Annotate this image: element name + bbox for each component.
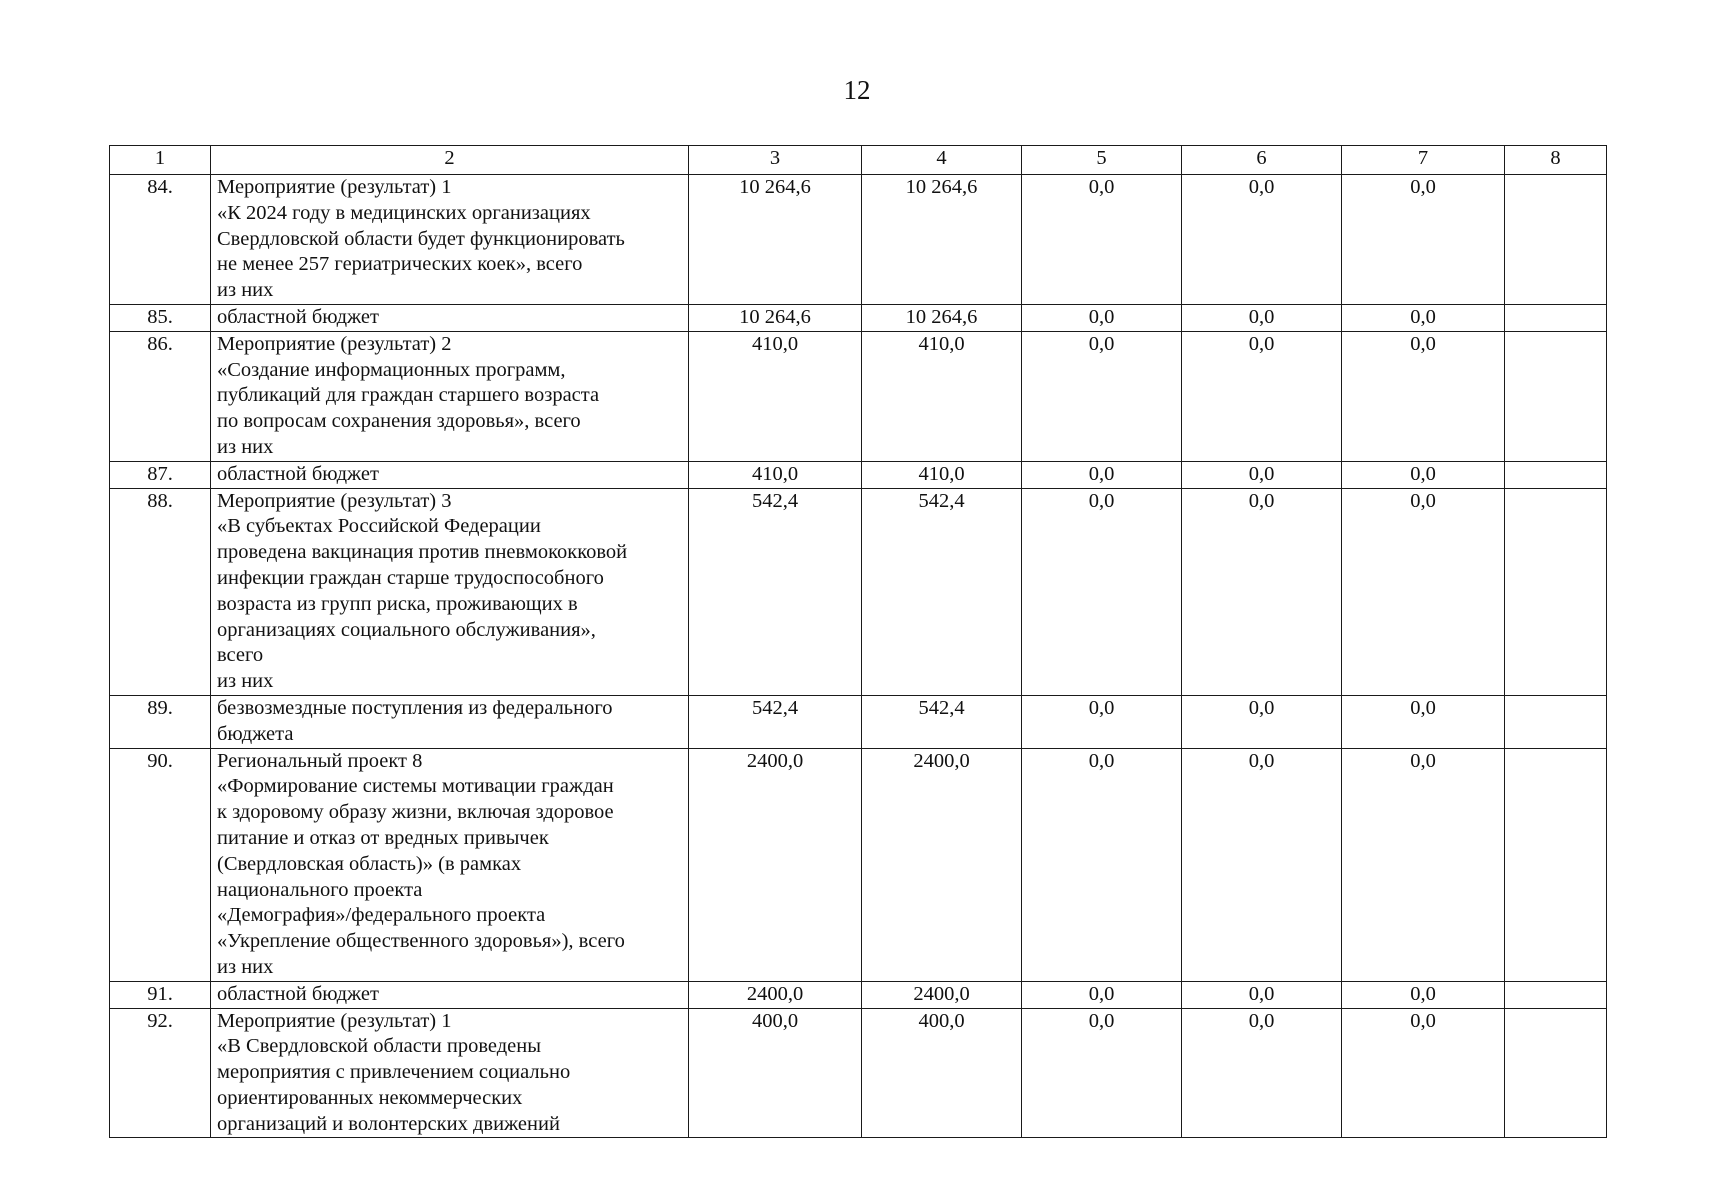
description-line: мероприятия с привлечением социально <box>217 1061 571 1084</box>
description-line: «Формирование системы мотивации граждан <box>217 775 614 798</box>
description-line: из них <box>217 670 274 693</box>
description-line: безвозмездные поступления из федерального <box>217 696 613 719</box>
value-cell-col-5: 0,0 <box>1022 488 1182 695</box>
row-description-cell <box>211 981 689 1008</box>
column-header: 4 <box>862 146 1022 175</box>
row-number-cell: 90. <box>110 748 211 981</box>
column-header: 6 <box>1182 146 1342 175</box>
value-cell-col-4: 542,4 <box>862 695 1022 748</box>
column-number-header-row <box>110 146 1607 175</box>
value-cell-col-3: 410,0 <box>689 331 862 461</box>
description-line: «К 2024 году в медицинских организациях <box>217 201 591 224</box>
value-cell-col-8 <box>1505 748 1607 981</box>
value-cell-col-7: 0,0 <box>1342 981 1505 1008</box>
table-row <box>110 488 1607 695</box>
value-cell-col-6: 0,0 <box>1182 981 1342 1008</box>
column-header: 2 <box>211 146 689 175</box>
value-cell-col-7: 0,0 <box>1342 175 1505 305</box>
row-description-cell <box>211 488 689 695</box>
row-number-cell: 89. <box>110 695 211 748</box>
value-cell-col-6: 0,0 <box>1182 1008 1342 1138</box>
table-body <box>110 146 1607 1138</box>
description-line: инфекции граждан старше трудоспособного <box>217 566 604 589</box>
row-description-cell <box>211 1008 689 1138</box>
description-line: питание и отказ от вредных привычек <box>217 826 549 849</box>
row-number-cell: 88. <box>110 488 211 695</box>
table-row <box>110 748 1607 981</box>
value-cell-col-3: 2400,0 <box>689 748 862 981</box>
value-cell-col-3: 542,4 <box>689 488 862 695</box>
value-cell-col-7: 0,0 <box>1342 695 1505 748</box>
description-line: организациях социального обслуживания», <box>217 618 596 641</box>
description-line: не менее 257 гериатрических коек», всего <box>217 253 583 276</box>
value-cell-col-8 <box>1505 331 1607 461</box>
value-cell-col-8 <box>1505 488 1607 695</box>
value-cell-col-6: 0,0 <box>1182 331 1342 461</box>
value-cell-col-3: 10 264,6 <box>689 304 862 331</box>
value-cell-col-3: 2400,0 <box>689 981 862 1008</box>
value-cell-col-5: 0,0 <box>1022 175 1182 305</box>
table-row <box>110 461 1607 488</box>
row-description-cell <box>211 461 689 488</box>
column-header: 5 <box>1022 146 1182 175</box>
value-cell-col-7: 0,0 <box>1342 331 1505 461</box>
value-cell-col-5: 0,0 <box>1022 304 1182 331</box>
value-cell-col-5: 0,0 <box>1022 748 1182 981</box>
table-row <box>110 331 1607 461</box>
description-line: Мероприятие (результат) 1 <box>217 1009 452 1032</box>
description-line: Свердловской области будет функционировать <box>217 227 625 250</box>
budget-table <box>109 145 1607 1138</box>
value-cell-col-5: 0,0 <box>1022 331 1182 461</box>
value-cell-col-8 <box>1505 461 1607 488</box>
value-cell-col-4: 2400,0 <box>862 981 1022 1008</box>
value-cell-col-8 <box>1505 981 1607 1008</box>
description-line: «Укрепление общественного здоровья»), всего <box>217 930 625 953</box>
value-cell-col-7: 0,0 <box>1342 1008 1505 1138</box>
description-line: к здоровому образу жизни, включая здоровое <box>217 801 614 824</box>
description-line: ориентированных некоммерческих <box>217 1086 523 1109</box>
description-line: национального проекта <box>217 878 423 901</box>
value-cell-col-4: 10 264,6 <box>862 175 1022 305</box>
value-cell-col-8 <box>1505 304 1607 331</box>
description-line: публикаций для граждан старшего возраста <box>217 384 600 407</box>
table-row <box>110 1008 1607 1138</box>
column-header: 8 <box>1505 146 1607 175</box>
value-cell-col-3: 542,4 <box>689 695 862 748</box>
value-cell-col-4: 10 264,6 <box>862 304 1022 331</box>
description-line: по вопросам сохранения здоровья», всего <box>217 410 581 433</box>
column-header: 1 <box>110 146 211 175</box>
value-cell-col-8 <box>1505 1008 1607 1138</box>
description-line: всего <box>217 644 264 667</box>
column-header: 7 <box>1342 146 1505 175</box>
row-number-cell: 92. <box>110 1008 211 1138</box>
description-line: возраста из групп риска, проживающих в <box>217 592 578 615</box>
value-cell-col-5: 0,0 <box>1022 981 1182 1008</box>
description-line: бюджета <box>217 722 294 745</box>
value-cell-col-6: 0,0 <box>1182 175 1342 305</box>
description-line: из них <box>217 435 274 458</box>
description-line: «Демография»/федерального проекта <box>217 904 546 927</box>
value-cell-col-5: 0,0 <box>1022 461 1182 488</box>
description-line: «В субъектах Российской Федерации <box>217 515 541 538</box>
value-cell-col-7: 0,0 <box>1342 488 1505 695</box>
value-cell-col-6: 0,0 <box>1182 461 1342 488</box>
table-row <box>110 695 1607 748</box>
row-number-cell: 84. <box>110 175 211 305</box>
value-cell-col-4: 410,0 <box>862 331 1022 461</box>
row-number-cell: 85. <box>110 304 211 331</box>
value-cell-col-6: 0,0 <box>1182 488 1342 695</box>
value-cell-col-4: 400,0 <box>862 1008 1022 1138</box>
row-number-cell: 86. <box>110 331 211 461</box>
value-cell-col-7: 0,0 <box>1342 461 1505 488</box>
value-cell-col-3: 400,0 <box>689 1008 862 1138</box>
value-cell-col-7: 0,0 <box>1342 748 1505 981</box>
description-line: Региональный проект 8 <box>217 749 423 772</box>
description-line: областной бюджет <box>217 305 379 328</box>
value-cell-col-5: 0,0 <box>1022 695 1182 748</box>
row-description-cell <box>211 331 689 461</box>
row-description-cell <box>211 695 689 748</box>
table-row <box>110 304 1607 331</box>
row-description-cell <box>211 748 689 981</box>
table-row <box>110 175 1607 305</box>
value-cell-col-3: 10 264,6 <box>689 175 862 305</box>
value-cell-col-3: 410,0 <box>689 461 862 488</box>
value-cell-col-6: 0,0 <box>1182 748 1342 981</box>
page-number: 12 <box>843 75 871 105</box>
value-cell-col-4: 542,4 <box>862 488 1022 695</box>
value-cell-col-8 <box>1505 695 1607 748</box>
column-header: 3 <box>689 146 862 175</box>
value-cell-col-4: 2400,0 <box>862 748 1022 981</box>
description-line: «В Свердловской области проведены <box>217 1035 541 1058</box>
description-line: из них <box>217 279 274 302</box>
description-line: проведена вакцинация против пневмококковой <box>217 541 628 564</box>
row-description-cell <box>211 304 689 331</box>
value-cell-col-6: 0,0 <box>1182 695 1342 748</box>
row-number-cell: 87. <box>110 461 211 488</box>
description-line: из них <box>217 955 274 978</box>
row-description-cell <box>211 175 689 305</box>
value-cell-col-5: 0,0 <box>1022 1008 1182 1138</box>
value-cell-col-6: 0,0 <box>1182 304 1342 331</box>
description-line: Мероприятие (результат) 2 <box>217 332 452 355</box>
description-line: Мероприятие (результат) 3 <box>217 489 452 512</box>
value-cell-col-7: 0,0 <box>1342 304 1505 331</box>
row-number-cell: 91. <box>110 981 211 1008</box>
description-line: областной бюджет <box>217 462 379 485</box>
value-cell-col-8 <box>1505 175 1607 305</box>
table-row <box>110 981 1607 1008</box>
description-line: (Свердловская область)» (в рамках <box>217 852 522 875</box>
description-line: «Создание информационных программ, <box>217 358 566 381</box>
description-line: Мероприятие (результат) 1 <box>217 176 452 198</box>
description-line: организаций и волонтерских движений <box>217 1112 560 1135</box>
description-line: областной бюджет <box>217 982 379 1005</box>
value-cell-col-4: 410,0 <box>862 461 1022 488</box>
